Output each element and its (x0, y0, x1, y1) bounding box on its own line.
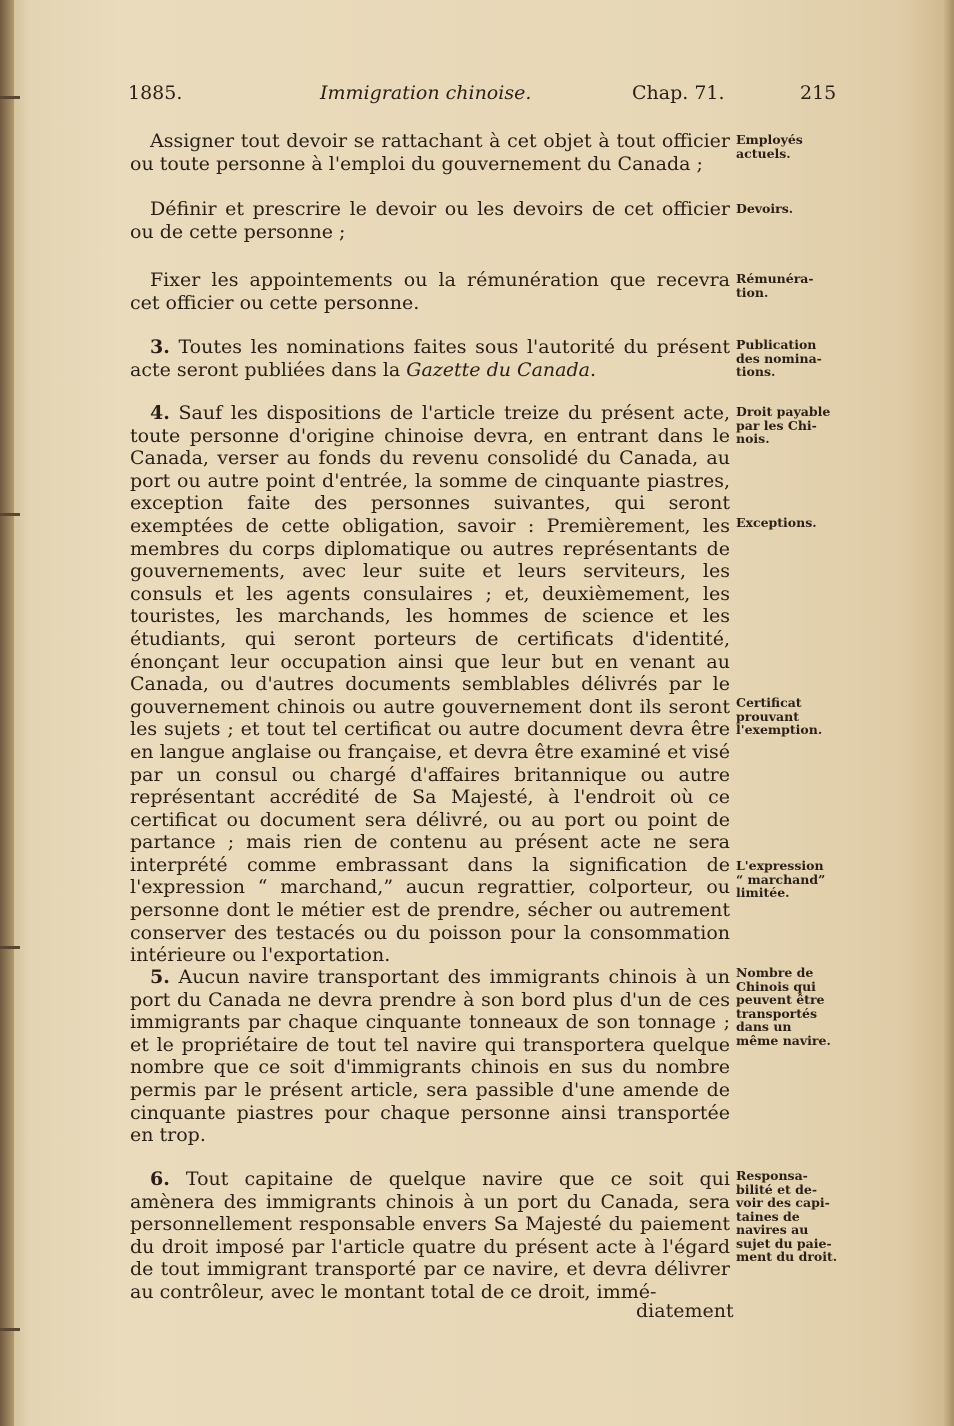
section-6: 6. Tout capitaine de quelque navire que ce soit qui amènera des immigrants chinois à un port du Canada, sera personnellement responsable envers Sa Majesté du paiement du droit imposé par l'article quatre du présent acte à l'égard de tout immigrant transporté par ce navire, et devra délivrer au contrôleur, avec le montant total de ce droit, immé- (130, 1168, 730, 1303)
margin-note: Nombre de Chinois qui peuvent être transportés dans un même navire. (736, 965, 831, 1048)
running-header (128, 82, 843, 110)
binding-mark (0, 96, 20, 99)
margin-note: Devoirs. (736, 201, 794, 216)
section-number: 6. (150, 1168, 170, 1190)
section-5: 5. Aucun navire transportant des immigrants chinois à un port du Canada ne devra prendre à son bord plus d'un de ces immigrants par chaque cinquante tonneaux de son tonnage ; et le propriétaire de tout tel navire qui transportera quelque nombre que ce soit d'immigrants chinois en sus du nombre permis par le présent article, sera passible d'une amende de cinquante piastres pour chaque personne ainsi transportée en trop. (130, 966, 731, 1147)
margin-note: L'expression “ marchand” limitée. (736, 858, 826, 900)
binding-mark (0, 946, 20, 949)
paragraph: Fixer les appointements ou la rémunération que recevra cet officier ou cette personne. (130, 269, 730, 314)
margin-note: Responsa- bilité et de- voir des capi- taines de navires au sujet du paie- ment du droit. (736, 1168, 838, 1264)
header-chapter: Chap. 71. (632, 82, 725, 104)
page-gutter (0, 0, 14, 1426)
margin-note: Exceptions. (736, 515, 817, 530)
margin-note: Employés actuels. (736, 132, 803, 161)
margin-note: Certificat prouvant l'exemption. (736, 695, 823, 737)
margin-note: Publication des nomina- tions. (736, 337, 822, 379)
binding-mark (0, 513, 20, 516)
header-title: Immigration chinoise. (320, 82, 532, 104)
margin-note: Rémunéra- tion. (736, 271, 814, 300)
section-number: 5. (150, 966, 170, 988)
page-number: 215 (800, 82, 837, 104)
section-number: 3. (150, 336, 170, 358)
paragraph: Définir et prescrire le devoir ou les devoirs de cet officier ou de cette personne ; (130, 198, 730, 243)
header-year: 1885. (128, 82, 183, 104)
page-edge (944, 0, 954, 1426)
paragraph: Assigner tout devoir se rattachant à cet objet à tout officier ou toute personne à l'emploi du gouvernement du Canada ; (130, 130, 730, 175)
section-4: 4. Sauf les dispositions de l'article treize du présent acte, toute personne d'origine chinoise devra, en entrant dans le Canada, verser au fonds du revenu consolidé du Canada, au port ou autre point d'entrée, la somme de cinquante piastres, exception faite des personnes suivantes, qui seront exemptées de cette obligation, savoir : Premièrement, les membres du corps diplomatique ou autres représentants de gouvernements, avec leur suite et leurs serviteurs, les consuls et les agents consulaires ; et, deuxièmement, les touristes, les marchands, les hommes de science et les étudiants, qui seront porteurs de certificats d'identité, énonçant leur occupation ainsi que leur but en venant au Canada, ou d'autres documents semblables délivrés par le gouvernement chinois ou autre gouvernement dont ils seront les sujets ; et tout tel certificat ou autre document devra être en langue anglaise ou française, et devra être examiné et visé par un consul ou chargé d'affaires britannique ou autre représentant accrédité de Sa Majesté, à l'endroit où ce certificat ou document sera délivré, ou au port ou point de partance ; mais rien de contenu au présent acte ne sera interprété comme embrassant dans la signification de l'expression “ marchand,” aucun regrattier, colporteur, ou personne dont le métier est de prendre, sécher ou autrement conserver des testacés ou du poisson pour la consommation intérieure ou l'exportation. (130, 402, 730, 967)
binding-mark (0, 1328, 20, 1331)
continuation-word: diatement (636, 1300, 734, 1322)
margin-note: Droit payable par les Chi- nois. (736, 404, 831, 446)
section-3: 3. Toutes les nominations faites sous l'autorité du présent acte seront publiées dans la Gazette du Canada. (130, 336, 730, 381)
section-number: 4. (150, 402, 170, 424)
